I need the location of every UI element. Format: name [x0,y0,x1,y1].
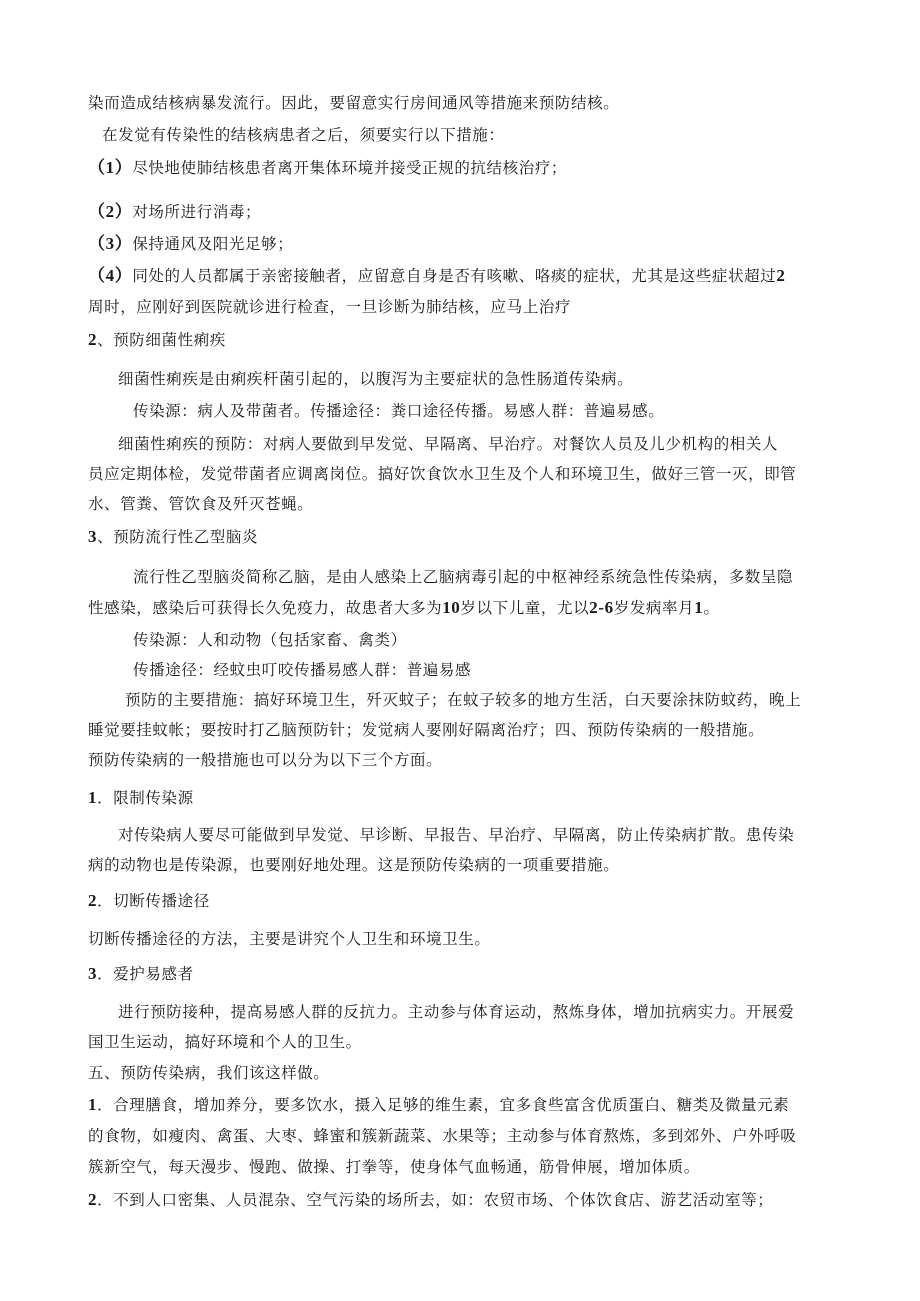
paragraph-line: 在发觉有传染性的结核病患者之后，须要实行以下措施： [102,126,505,144]
list-number: 2 [88,1190,98,1209]
section-heading [88,527,258,547]
heading-text: ．爱护易感者 [97,965,194,983]
paragraph-line: 细菌性痢疾是由痢疾杆菌引起的，以腹泻为主要症状的急性肠道传染病。 [118,370,634,388]
bold-number: 2 [776,266,786,285]
section-heading [88,964,194,984]
paragraph-line: 的食物，如瘦肉、禽蛋、大枣、蜂蜜和簇新蔬菜、水果等；主动参与体育熬炼，多到郊外、户外呼吸 [88,1127,797,1145]
text-run: 岁发病率月 [613,599,695,617]
list-text: 尽快地使肺结核患者离开集体环境并接受正规的抗结核治疗； [132,159,568,177]
paragraph-line: 对传染病人要尽可能做到早发觉、早诊断、早报告、早治疗、早隔离，防止传染病扩散。患传染 [118,826,795,844]
bold-number: 2-6 [589,598,614,617]
list-number: （3） [88,234,133,253]
list-item [88,1190,773,1210]
list-item [88,202,261,222]
paragraph-line: 细菌性痢疾的预防：对病人要做到早发觉、早隔离、早治疗。对餐饮人员及儿少机构的相关人 [118,435,779,453]
heading-number: 3 [88,527,98,546]
text-run: 。 [703,599,720,617]
list-text: ．不到人口密集、人员混杂、空气污染的场所去，如：农贸市场、个体饮食店、游艺活动室等； [97,1191,774,1209]
paragraph-line: 周时，应刚好到医院就诊进行检查，一旦诊断为肺结核，应马上治疗 [88,298,572,316]
section-heading [88,330,226,350]
list-text: 同处的人员都属于亲密接触者，应留意自身是否有咳嗽、咯痰的症状，尤其是这些症状超过 [132,267,777,285]
heading-text: 、预防流行性乙型脑炎 [97,528,259,546]
bold-number: 10 [442,598,461,617]
heading-text: ．切断传播途径 [97,892,210,910]
heading-number: 2 [88,330,98,349]
list-item [88,1095,789,1115]
heading-number: 1 [88,788,98,807]
text-run: 性感染，感染后可获得长久免疫力，故患者大多为 [88,599,443,617]
paragraph-line: 预防的主要措施：搞好环境卫生，歼灭蚊子；在蚊子较多的地方生活，白天要涂抹防蚊药，晚上 [125,691,802,709]
heading-number: 2 [88,891,98,910]
paragraph-line: 传染源：人和动物（包括家畜、禽类） [133,631,407,649]
list-text: ．合理膳食，增加养分，要多饮水，摄入足够的维生素，宜多食些富含优质蛋白、糖类及微量元素 [97,1096,790,1114]
paragraph-line: 染而造成结核病暴发流行。因此，要留意实行房间通风等措施来预防结核。 [88,94,620,112]
paragraph-line: 簇新空气，每天漫步、慢跑、做操、打拳等，使身体气血畅通，筋骨伸展，增加体质。 [88,1158,700,1176]
paragraph-line: 传播途径：经蚊虫叮咬传播易感人群：普遍易感 [133,661,472,679]
bold-number: 1 [694,598,704,617]
text-run: 岁以下儿童，尤以 [460,599,590,617]
list-text: 对场所进行消毒； [132,203,262,221]
paragraph-line: 五、预防传染病，我们该这样做。 [88,1064,330,1082]
paragraph-line: 传染源：病人及带菌者。传播途径：粪口途径传播。易感人群：普遍易感。 [133,402,665,420]
list-item [88,158,567,178]
paragraph-line [88,598,719,618]
paragraph-line: 进行预防接种，提高易感人群的反抗力。主动参与体育运动，熬炼身体，增加抗病实力。开展爱 [118,1003,795,1021]
heading-text: 、预防细菌性痢疾 [97,331,226,349]
paragraph-line: 病的动物也是传染源，也要刚好地处理。这是预防传染病的一项重要措施。 [88,856,620,874]
paragraph-line: 预防传染病的一般措施也可以分为以下三个方面。 [88,751,443,769]
list-number: 1 [88,1095,98,1114]
heading-text: ．限制传染源 [97,789,194,807]
paragraph-line: 水、管粪、管饮食及歼灭苍蝇。 [88,495,314,513]
section-heading [88,891,210,911]
list-number: （4） [88,266,133,285]
list-item [88,266,785,286]
paragraph-line: 流行性乙型脑炎简称乙脑，是由人感染上乙脑病毒引起的中枢神经系统急性传染病，多数呈隐 [133,568,794,586]
paragraph-line: 员应定期体检，发觉带菌者应调离岗位。搞好饮食饮水卫生及个人和环境卫生，做好三管一灭，即管 [88,465,797,483]
heading-number: 3 [88,964,98,983]
paragraph-line: 国卫生运动，搞好环境和个人的卫生。 [88,1033,362,1051]
list-text: 保持通风及阳光足够； [132,235,294,253]
list-number: （2） [88,202,133,221]
section-heading [88,788,194,808]
paragraph-line: 切断传播途径的方法，主要是讲究个人卫生和环境卫生。 [88,930,491,948]
list-number: （1） [88,158,133,177]
paragraph-line: 睡觉要挂蚊帐；要按时打乙脑预防针；发觉病人要刚好隔离治疗；四、预防传染病的一般措施。 [88,721,765,739]
list-item [88,234,293,254]
